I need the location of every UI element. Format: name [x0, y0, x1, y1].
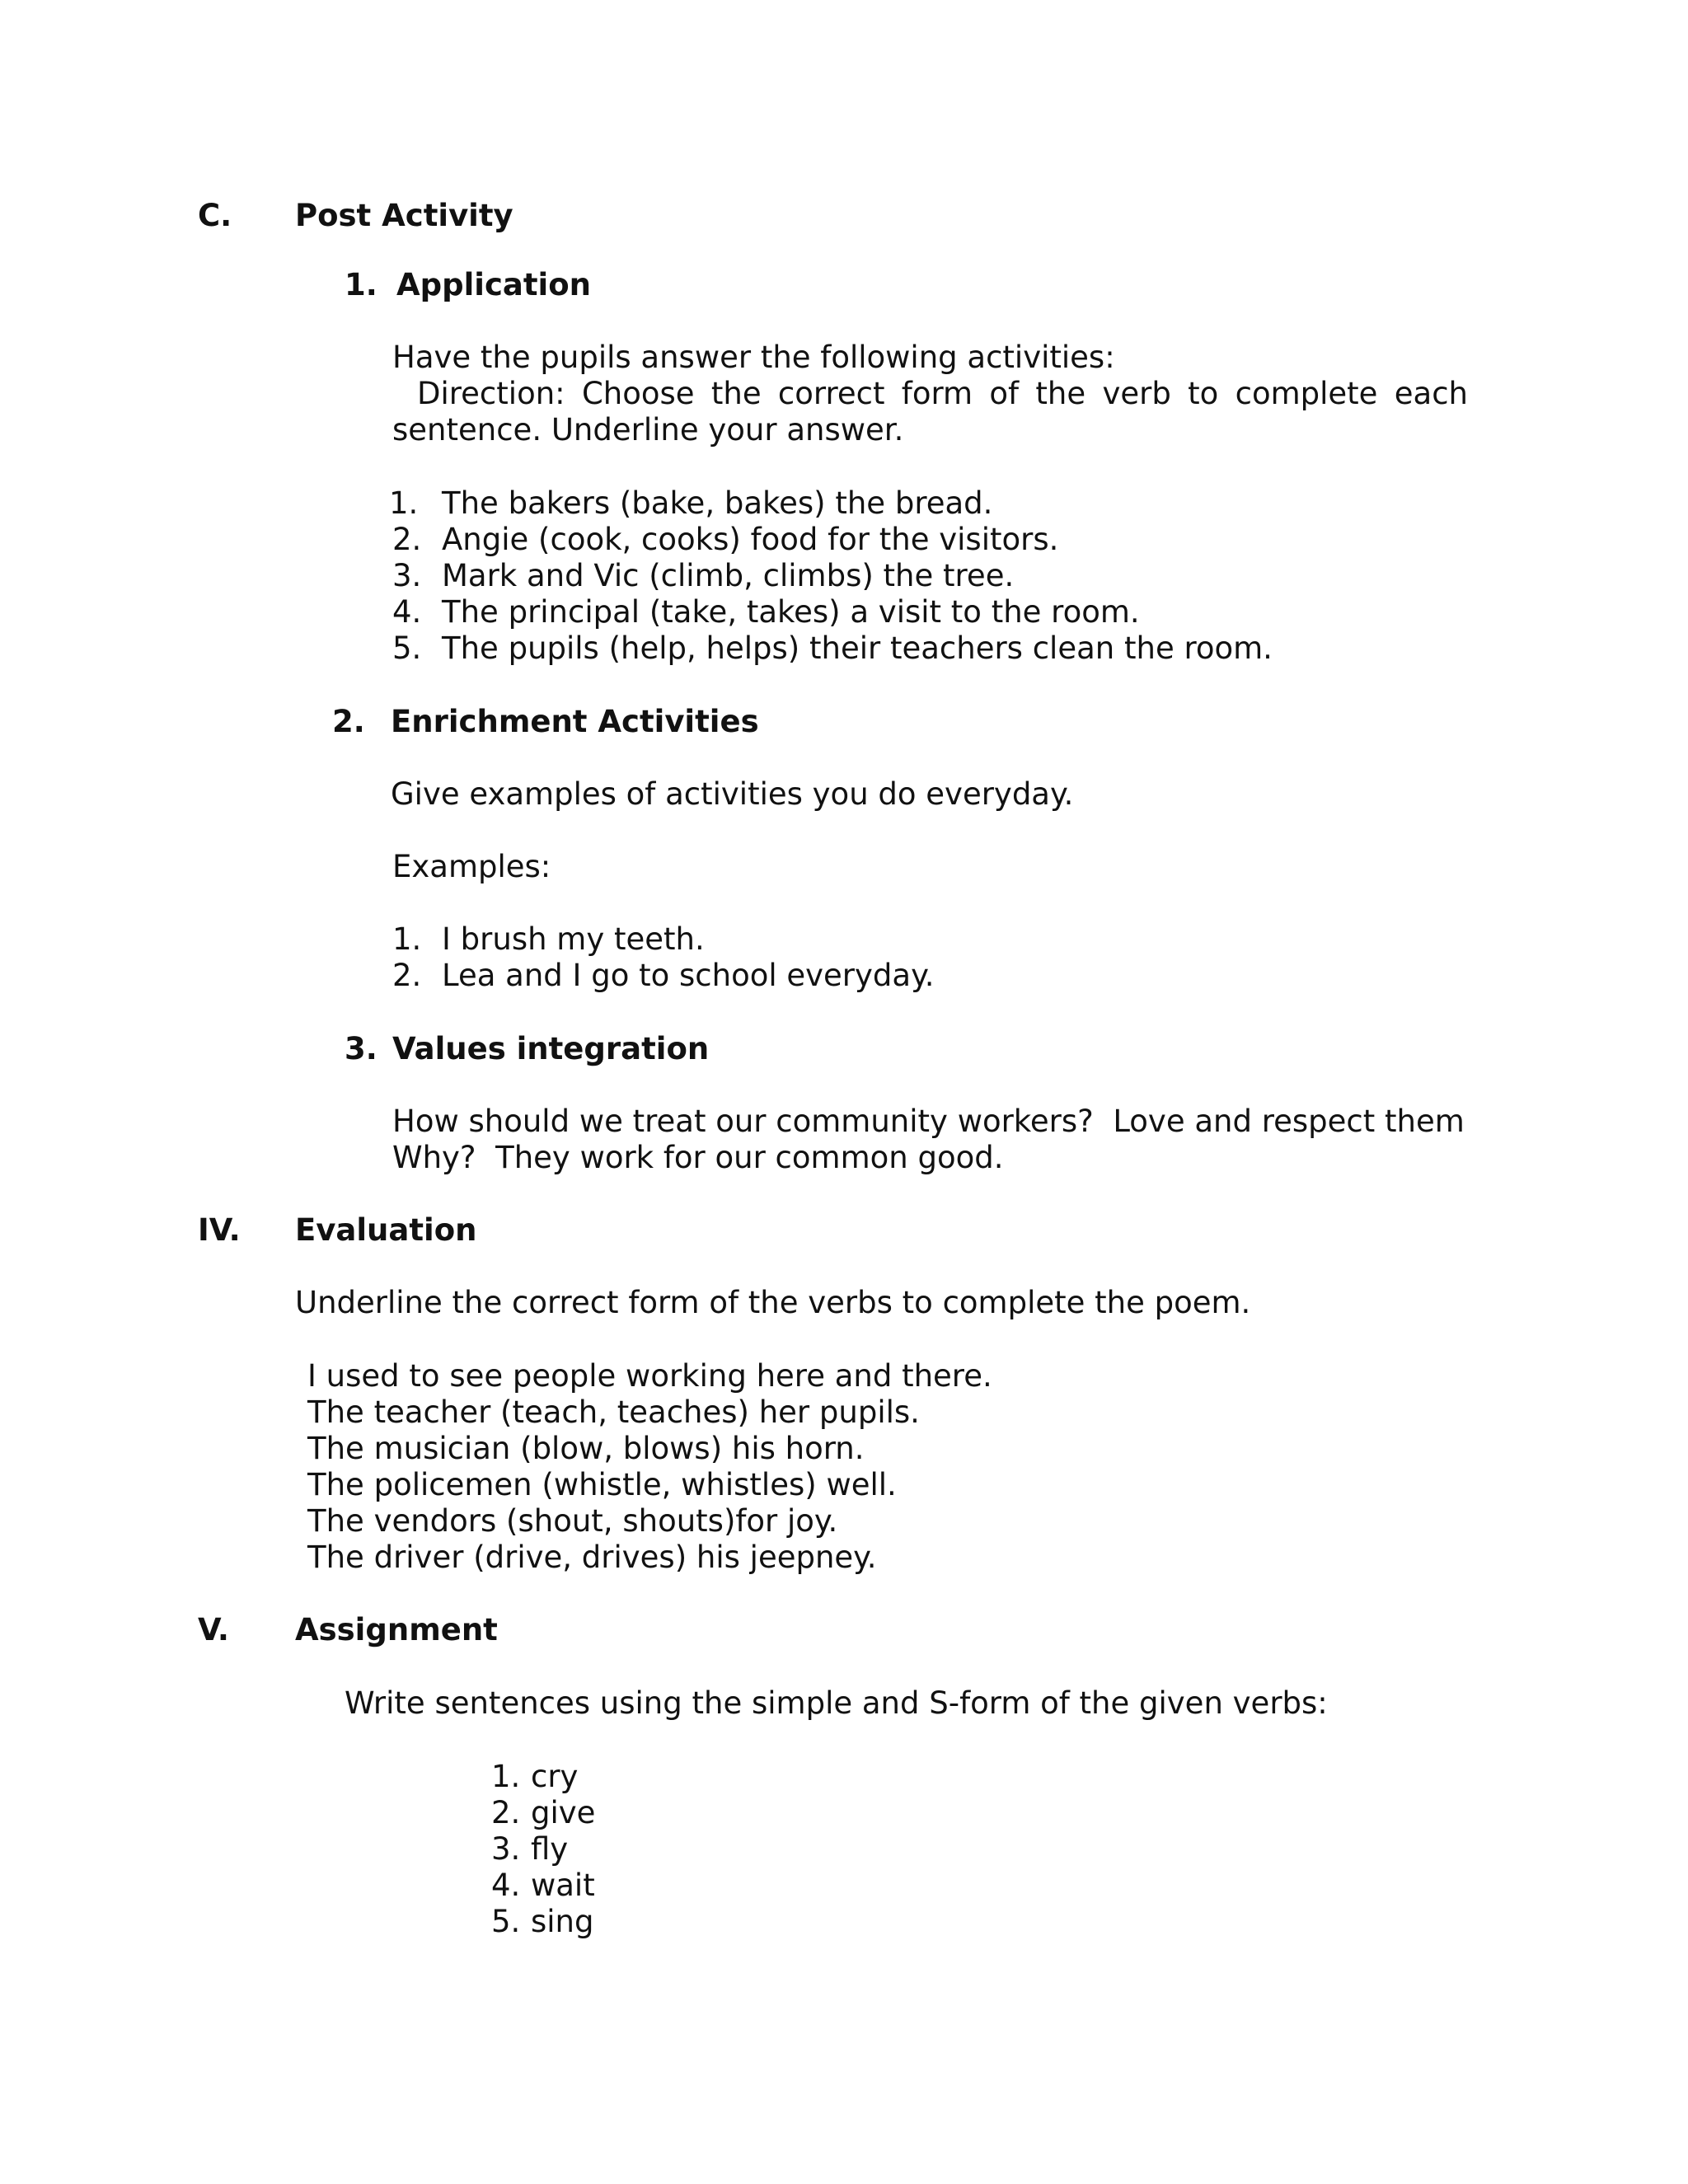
list-item: give	[531, 1795, 596, 1830]
enrichment-number: 2.	[332, 704, 365, 739]
list-item-number: 5.	[491, 1904, 521, 1939]
list-item-number: 1.	[389, 485, 419, 521]
poem-line: The musician (blow, blows) his horn.	[307, 1431, 865, 1466]
assignment-title: Assignment	[295, 1612, 498, 1647]
application-number: 1.	[345, 267, 377, 302]
poem-line: I used to see people working here and there.	[307, 1358, 992, 1394]
values-number: 3.	[345, 1031, 377, 1066]
list-item: fly	[531, 1831, 569, 1867]
list-item-number: 4.	[491, 1868, 521, 1903]
evaluation-instruction: Underline the correct form of the verbs to complete the poem.	[295, 1285, 1251, 1320]
evaluation-title: Evaluation	[295, 1212, 477, 1248]
list-item: wait	[531, 1868, 595, 1903]
list-item: Lea and I go to school everyday.	[442, 958, 935, 993]
list-item: The principal (take, takes) a visit to the room.	[442, 594, 1140, 630]
poem-line: The driver (drive, drives) his jeepney.	[307, 1540, 877, 1575]
list-item: sing	[531, 1904, 594, 1939]
application-title: Application	[396, 267, 592, 302]
assignment-numeral: V.	[198, 1612, 229, 1647]
application-direction-line2: sentence. Underline your answer.	[392, 412, 904, 448]
list-item-number: 1.	[392, 921, 422, 957]
values-line2: Why? They work for our common good.	[392, 1140, 1004, 1175]
enrichment-title: Enrichment Activities	[391, 704, 759, 739]
values-title: Values integration	[392, 1031, 710, 1066]
list-item: I brush my teeth.	[442, 921, 705, 957]
list-item-number: 2.	[392, 522, 422, 557]
list-item: The bakers (bake, bakes) the bread.	[442, 485, 993, 521]
enrichment-prompt: Give examples of activities you do everyday.	[391, 776, 1074, 812]
poem-line: The vendors (shout, shouts)for joy.	[307, 1503, 838, 1539]
assignment-instruction: Write sentences using the simple and S-form of the given verbs:	[345, 1685, 1328, 1721]
list-item-number: 4.	[392, 594, 422, 630]
list-item: Angie (cook, cooks) food for the visitors.	[442, 522, 1059, 557]
poem-line: The policemen (whistle, whistles) well.	[307, 1467, 897, 1502]
evaluation-numeral: IV.	[198, 1212, 241, 1248]
enrichment-examples-label: Examples:	[392, 849, 551, 884]
list-item: Mark and Vic (climb, climbs) the tree.	[442, 558, 1015, 593]
list-item-number: 5.	[392, 630, 422, 666]
list-item-number: 2.	[491, 1795, 521, 1830]
list-item: The pupils (help, helps) their teachers clean the room.	[442, 630, 1273, 666]
values-line1: How should we treat our community workers? Love and respect them	[392, 1104, 1465, 1139]
list-item-number: 3.	[392, 558, 422, 593]
application-intro: Have the pupils answer the following activities:	[392, 340, 1115, 375]
section-c-title: Post Activity	[295, 198, 513, 233]
application-direction-line1: Direction: Choose the correct form of the verb to complete each	[417, 376, 1468, 411]
section-c-letter: C.	[198, 198, 232, 233]
poem-line: The teacher (teach, teaches) her pupils.	[307, 1394, 920, 1430]
list-item-number: 2.	[392, 958, 422, 993]
list-item-number: 3.	[491, 1831, 521, 1867]
list-item: cry	[531, 1759, 579, 1794]
list-item-number: 1.	[491, 1759, 521, 1794]
